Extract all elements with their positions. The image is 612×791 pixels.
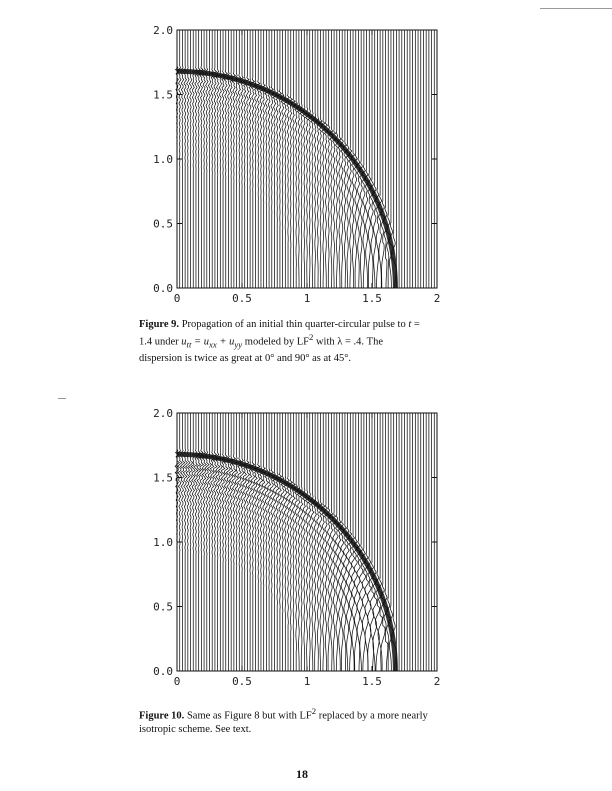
wave-trace xyxy=(255,30,257,288)
y-tick-label: 1.0 xyxy=(153,153,173,166)
wave-trace xyxy=(277,30,282,288)
wave-trace xyxy=(245,413,250,671)
wave-trace xyxy=(362,30,366,288)
wave-trace xyxy=(359,30,363,288)
wave-trace xyxy=(212,413,217,671)
wave-trace xyxy=(227,30,229,288)
y-tick-label: 1.5 xyxy=(153,471,173,485)
wave-trace xyxy=(268,30,270,288)
wave-trace xyxy=(294,30,299,288)
figure-10-label: Figure 10. xyxy=(139,710,185,722)
page-number: 18 xyxy=(296,767,308,781)
wave-trace xyxy=(318,30,322,288)
wave-trace xyxy=(194,413,198,671)
wave-trace xyxy=(202,30,207,288)
wave-trace xyxy=(223,30,228,288)
wave-trace xyxy=(329,30,333,288)
wave-trace xyxy=(310,30,315,288)
wave-trace xyxy=(345,30,350,288)
wave-trace xyxy=(280,30,285,288)
wave-trace xyxy=(196,30,201,288)
wave-trace xyxy=(210,413,214,671)
wave-trace xyxy=(216,413,220,671)
eq-plus: + u xyxy=(216,336,235,348)
eq-yy: yy xyxy=(234,339,243,350)
wave-traces xyxy=(176,30,437,288)
wave-trace xyxy=(189,30,191,288)
scan-mark-top-right xyxy=(540,8,612,9)
y-tick-label: 0.5 xyxy=(153,600,173,614)
caption-9-modeled: modeled by LF xyxy=(242,336,309,348)
caption-10-text-a: Same as Figure 8 but with LF xyxy=(184,710,312,722)
x-tick-label: 1 xyxy=(303,675,311,688)
wave-trace xyxy=(231,30,236,288)
wave-trace xyxy=(303,413,307,671)
wave-trace xyxy=(300,30,304,288)
y-tick-label: 1.5 xyxy=(153,88,173,102)
wave-trace xyxy=(329,413,333,671)
wave-trace xyxy=(291,413,296,671)
wave-trace xyxy=(231,413,236,671)
x-tick-label: 2 xyxy=(433,675,441,688)
wave-trace xyxy=(235,30,237,288)
wave-trace xyxy=(303,30,307,288)
wave-trace xyxy=(310,413,315,671)
x-tick-label: 0.5 xyxy=(232,292,252,305)
wave-trace xyxy=(186,413,190,671)
wave-trace xyxy=(192,30,194,288)
wave-trace xyxy=(343,30,347,288)
wave-trace xyxy=(380,30,385,288)
wave-trace xyxy=(188,413,192,671)
x-tick-label: 2 xyxy=(433,292,441,305)
caption-10-sup: 2 xyxy=(311,706,317,716)
y-tick-label: 0.5 xyxy=(153,217,173,231)
caption-9-line3: dispersion is twice as great at 0° and 90° as at 45°. xyxy=(139,352,352,364)
eq-u1: u xyxy=(181,336,187,348)
caption-9-sup: 2 xyxy=(308,332,314,342)
wave-trace xyxy=(262,30,266,288)
x-tick-label: 0 xyxy=(173,675,181,688)
wave-trace xyxy=(315,30,320,288)
wave-trace xyxy=(378,30,383,288)
figure-10-plot xyxy=(153,407,440,688)
wave-trace xyxy=(212,30,217,288)
wave-trace xyxy=(250,30,255,288)
wave-trace xyxy=(313,30,318,288)
wave-trace xyxy=(264,413,269,671)
y-tick-label: 0.0 xyxy=(153,665,173,678)
wave-trace xyxy=(370,413,375,671)
wave-trace xyxy=(273,413,277,671)
wave-trace xyxy=(297,30,302,288)
wave-trace xyxy=(289,30,293,288)
wave-trace xyxy=(373,30,378,288)
wave-trace xyxy=(276,413,279,671)
wave-trace xyxy=(284,413,288,671)
eq-mid: = u xyxy=(191,336,210,348)
wave-trace xyxy=(284,30,287,288)
wave-trace xyxy=(273,30,277,288)
x-tick-label: 1.5 xyxy=(362,292,382,305)
wave-trace xyxy=(268,413,271,671)
wave-trace xyxy=(294,413,299,671)
figure-10-caption xyxy=(139,705,499,736)
caption-9-text-a: Propagation of an initial thin quarter-circular pulse to xyxy=(179,319,409,330)
wave-trace xyxy=(260,30,263,288)
wave-trace xyxy=(207,413,211,671)
wave-trace xyxy=(216,30,220,288)
caption-10-line2: isotropic scheme. See text. xyxy=(139,723,252,735)
wave-trace xyxy=(256,413,261,671)
wave-trace xyxy=(308,413,312,671)
wave-trace xyxy=(345,413,350,671)
wave-trace xyxy=(196,413,201,671)
wave-trace xyxy=(205,413,209,671)
wave-trace xyxy=(340,30,345,288)
wave-trace xyxy=(245,30,250,288)
wave-trace xyxy=(240,413,244,671)
wave-trace xyxy=(243,30,246,288)
wave-trace xyxy=(235,413,239,671)
wave-trace xyxy=(221,30,225,288)
x-tick-label: 1 xyxy=(303,292,311,305)
wave-trace xyxy=(208,30,210,288)
caption-9-lambda: with λ = .4. The xyxy=(313,336,383,348)
wave-trace xyxy=(287,30,289,288)
wave-trace xyxy=(205,30,208,288)
figure-9-plot xyxy=(153,24,440,305)
wave-trace xyxy=(187,30,190,288)
wave-trace xyxy=(184,30,187,288)
wave-trace xyxy=(373,413,378,671)
wave-trace xyxy=(226,413,230,671)
figure-9-label: Figure 9. xyxy=(139,319,180,330)
wave-trace xyxy=(218,413,222,671)
wave-trace xyxy=(277,413,282,671)
wave-trace xyxy=(254,413,257,671)
wave-trace xyxy=(340,413,345,671)
figure-9-caption xyxy=(139,318,499,365)
y-tick-label: 1.0 xyxy=(153,536,173,549)
wave-trace xyxy=(249,413,252,671)
wave-trace xyxy=(334,30,339,288)
x-tick-label: 0.5 xyxy=(232,675,252,688)
wave-trace xyxy=(276,30,278,288)
wave-trace xyxy=(223,413,228,671)
wave-trace xyxy=(183,413,187,671)
wave-trace xyxy=(219,30,221,288)
caption-9-t: t xyxy=(408,319,412,330)
wave-trace xyxy=(229,413,232,671)
y-tick-label: 2.0 xyxy=(153,24,173,37)
wave-trace xyxy=(313,413,318,671)
wave-trace xyxy=(262,413,266,671)
wave-trace xyxy=(280,413,285,671)
wave-trace xyxy=(326,30,331,288)
wave-trace xyxy=(337,30,341,288)
wave-trace xyxy=(337,413,341,671)
wave-trace xyxy=(210,30,213,288)
y-tick-label: 2.0 xyxy=(153,407,173,420)
wave-trace xyxy=(321,30,325,288)
wave-traces xyxy=(175,413,437,671)
caption-9-line2: 1.4 under xyxy=(139,336,182,348)
x-tick-label: 1.5 xyxy=(362,675,382,688)
wave-trace xyxy=(375,413,380,671)
wave-trace xyxy=(318,413,322,671)
wave-trace xyxy=(221,413,225,671)
wave-trace xyxy=(269,413,274,671)
eq-xx: xx xyxy=(209,339,217,350)
x-tick-label: 0 xyxy=(173,292,181,305)
wave-trace xyxy=(191,413,195,671)
wave-trace xyxy=(305,30,309,288)
wave-trace xyxy=(321,413,325,671)
wave-trace xyxy=(249,30,251,288)
wave-trace xyxy=(300,413,304,671)
y-tick-label: 0.0 xyxy=(153,282,173,295)
wave-trace xyxy=(269,30,274,288)
eq-tt: tt xyxy=(186,339,192,350)
wave-trace xyxy=(240,30,244,288)
wave-trace xyxy=(259,413,262,671)
wave-trace xyxy=(289,413,293,671)
scan-mark-left xyxy=(58,398,66,399)
wave-trace xyxy=(237,30,242,288)
wave-trace xyxy=(230,30,233,288)
wave-trace xyxy=(194,30,197,288)
wave-trace xyxy=(380,413,385,671)
wave-trace xyxy=(202,413,207,671)
wave-trace xyxy=(250,413,255,671)
caption-9-text-b: = xyxy=(411,319,420,330)
wave-trace xyxy=(287,413,290,671)
wave-trace xyxy=(359,413,363,671)
wave-trace xyxy=(237,413,242,671)
caption-10-text-b: replaced by a more nearly xyxy=(316,710,428,722)
wave-trace xyxy=(291,30,296,288)
wave-trace xyxy=(364,30,369,288)
wave-trace xyxy=(243,413,246,671)
wave-trace xyxy=(256,30,261,288)
wave-trace xyxy=(364,413,369,671)
wave-trace xyxy=(308,30,312,288)
wave-trace xyxy=(264,30,269,288)
